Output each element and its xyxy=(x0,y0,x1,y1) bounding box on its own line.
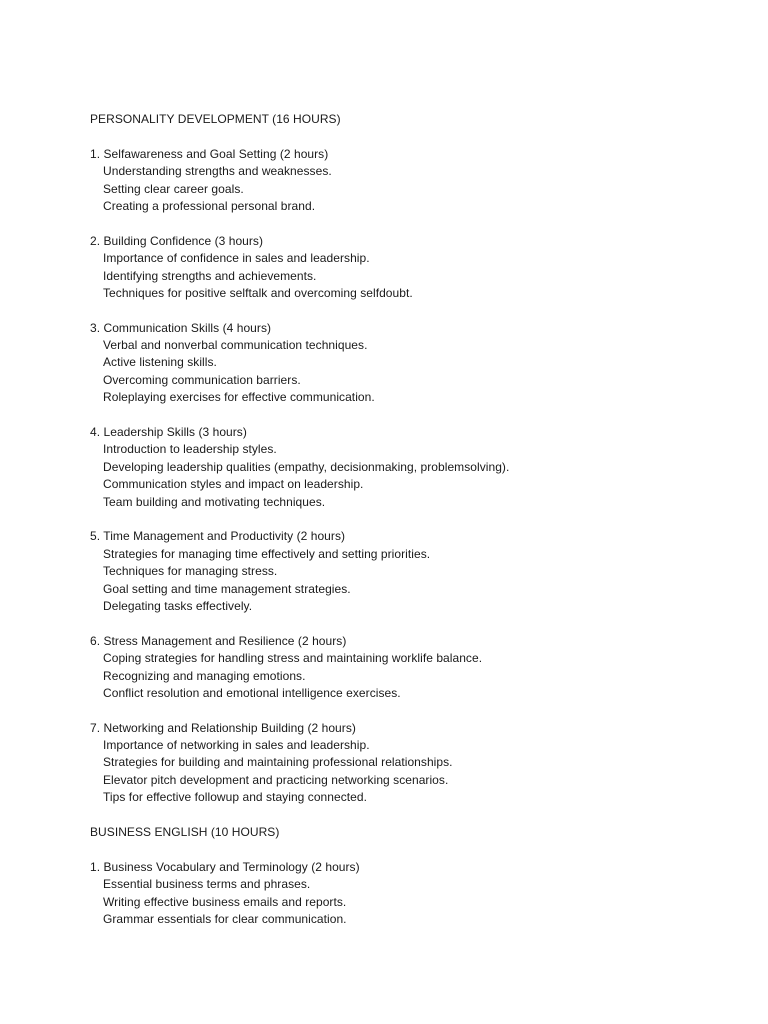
module-heading: 5. Time Management and Productivity (2 hours) xyxy=(90,529,346,544)
spacer xyxy=(90,841,750,858)
module-heading: 2. Building Confidence (3 hours) xyxy=(90,233,264,248)
list-item: Essential business terms and phrases. xyxy=(103,877,311,892)
module-heading: 4. Leadership Skills (3 hours) xyxy=(90,425,247,440)
list-item: Tips for effective followup and staying connected. xyxy=(103,790,367,805)
spacer xyxy=(90,702,750,719)
module-leadership-skills xyxy=(90,424,750,511)
list-item: Team building and motivating techniques. xyxy=(103,494,326,509)
module-stress-management xyxy=(90,633,750,703)
module-heading: 7. Networking and Relationship Building (2 hours) xyxy=(90,720,356,735)
module-building-confidence xyxy=(90,233,750,303)
module-heading: 3. Communication Skills (4 hours) xyxy=(90,320,272,335)
list-item: Techniques for managing stress. xyxy=(103,564,278,579)
list-item: Techniques for positive selftalk and overcoming selfdoubt. xyxy=(103,285,413,300)
spacer xyxy=(90,302,750,319)
list-item: Elevator pitch development and practicing networking scenarios. xyxy=(103,772,449,787)
list-item: Roleplaying exercises for effective communication. xyxy=(103,390,375,405)
list-item: Coping strategies for handling stress and maintaining worklife balance. xyxy=(103,651,483,666)
list-item: Communication styles and impact on leadership. xyxy=(103,477,364,492)
list-item: Understanding strengths and weaknesses. xyxy=(103,164,332,179)
section-title: PERSONALITY DEVELOPMENT (16 HOURS) xyxy=(90,112,341,126)
spacer xyxy=(90,807,750,824)
list-item: Strategies for managing time effectively and setting priorities. xyxy=(103,546,431,561)
section-personality-development xyxy=(90,111,750,824)
list-item: Introduction to leadership styles. xyxy=(103,442,277,457)
list-item: Creating a professional personal brand. xyxy=(103,198,316,213)
document-page xyxy=(90,111,750,928)
spacer xyxy=(90,407,750,424)
module-time-management xyxy=(90,528,750,615)
module-networking xyxy=(90,720,750,807)
list-item: Goal setting and time management strategies. xyxy=(103,581,351,596)
list-item: Writing effective business emails and reports. xyxy=(103,894,347,909)
module-selfawareness xyxy=(90,146,750,216)
module-heading: 1. Selfawareness and Goal Setting (2 hours) xyxy=(90,146,329,161)
section-business-english xyxy=(90,824,750,928)
list-item: Strategies for building and maintaining professional relationships. xyxy=(103,755,453,770)
list-item: Developing leadership qualities (empathy, decisionmaking, problemsolving). xyxy=(103,459,510,474)
list-item: Conflict resolution and emotional intelligence exercises. xyxy=(103,685,401,700)
list-item: Active listening skills. xyxy=(103,355,217,370)
spacer xyxy=(90,511,750,528)
list-item: Importance of networking in sales and leadership. xyxy=(103,738,370,753)
spacer xyxy=(90,215,750,232)
list-item: Importance of confidence in sales and leadership. xyxy=(103,251,370,266)
spacer xyxy=(90,128,750,145)
section-title: BUSINESS ENGLISH (10 HOURS) xyxy=(90,825,280,840)
spacer xyxy=(90,615,750,632)
list-item: Grammar essentials for clear communication. xyxy=(103,911,347,926)
list-item: Identifying strengths and achievements. xyxy=(103,268,317,283)
list-item: Verbal and nonverbal communication techniques. xyxy=(103,338,368,353)
list-item: Setting clear career goals. xyxy=(103,181,244,196)
list-item: Delegating tasks effectively. xyxy=(103,598,253,613)
module-business-vocabulary xyxy=(90,859,750,929)
list-item: Overcoming communication barriers. xyxy=(103,372,301,387)
module-heading: 6. Stress Management and Resilience (2 hours) xyxy=(90,633,347,648)
module-communication-skills xyxy=(90,320,750,407)
module-heading: 1. Business Vocabulary and Terminology (2 hours) xyxy=(90,859,360,874)
list-item: Recognizing and managing emotions. xyxy=(103,668,306,683)
